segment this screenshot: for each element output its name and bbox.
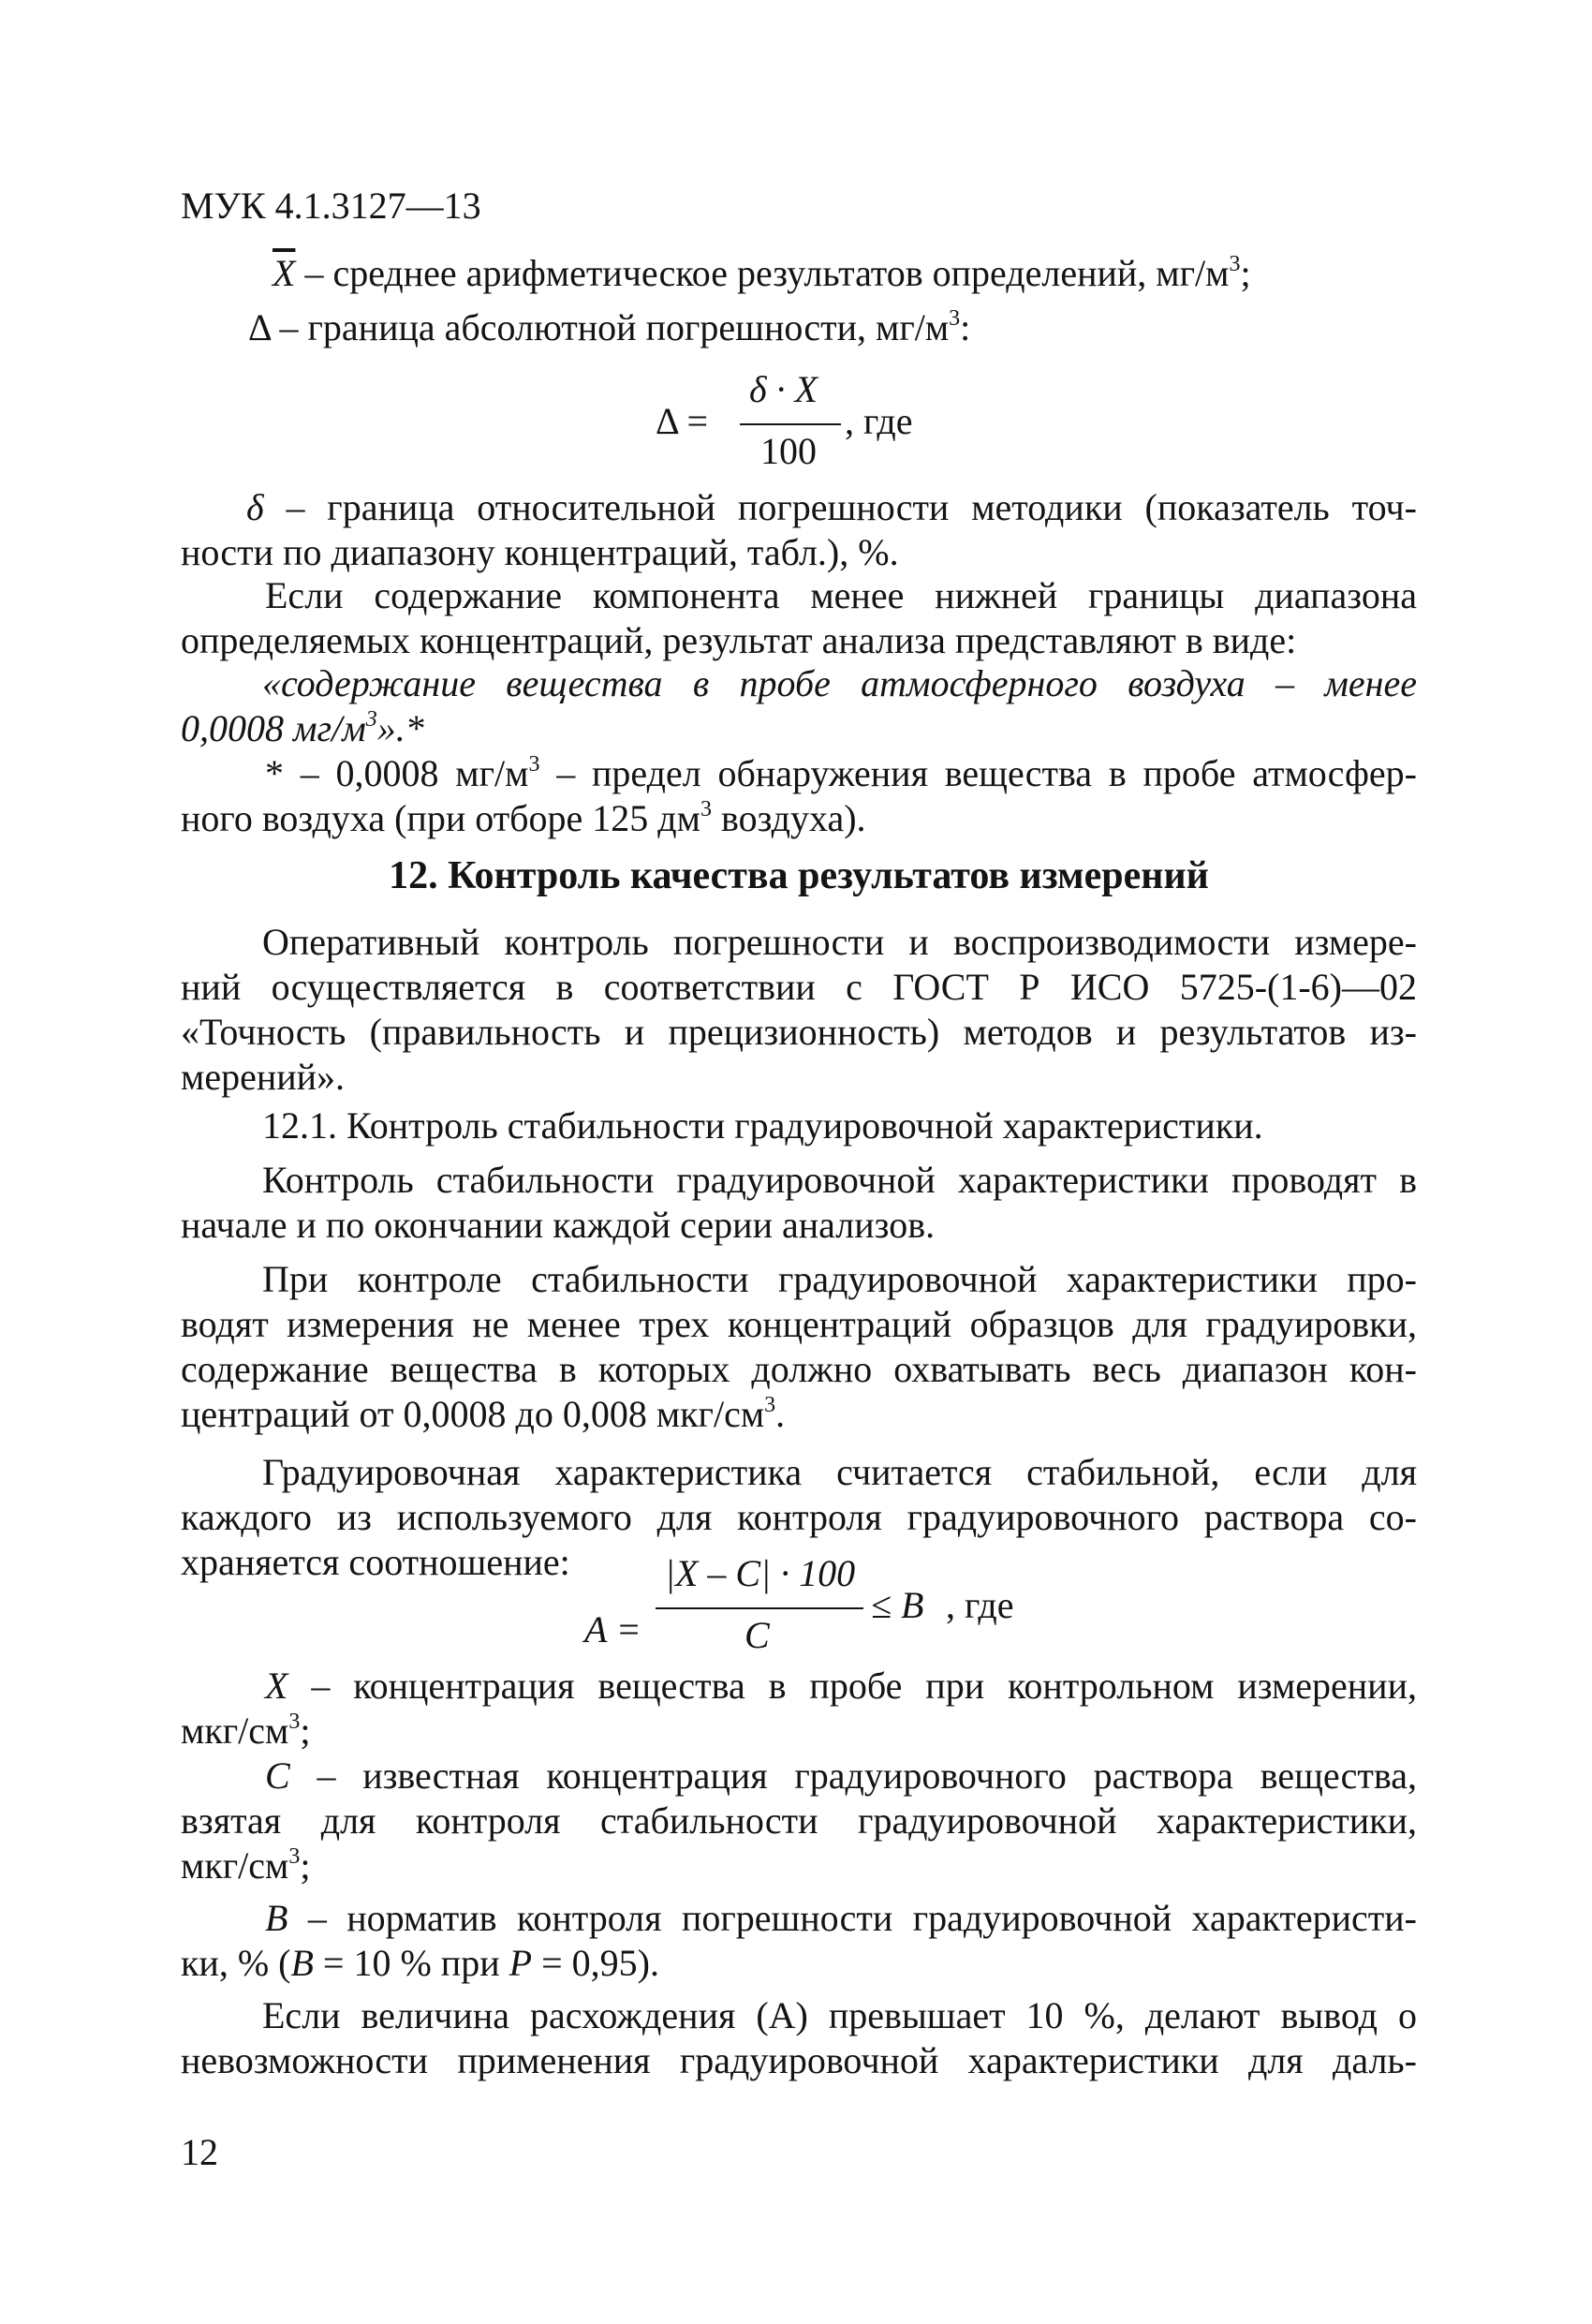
formula-delta-lhs: Δ =: [656, 400, 709, 442]
para-below-line3: «содержание вещества в пробе атмосферного воздуха – менее: [262, 662, 1417, 704]
document-header: МУК 4.1.3127—13: [181, 185, 481, 227]
subsection-12-1: 12.1. Контроль стабильности градуировочной характеристики.: [262, 1104, 1263, 1147]
para-grad-line1: Градуировочная характеристика считается стабильной, если для: [262, 1451, 1417, 1493]
para-control-line1: Оперативный контроль погрешности и воспроизводимости измере-: [262, 921, 1417, 963]
para-below-line2: определяемых концентраций, результат анализа представляют в виде:: [181, 619, 1297, 661]
para-meas-line1: При контроле стабильности градуировочной характеристики про-: [262, 1258, 1417, 1300]
fraction-bar: [740, 423, 841, 425]
def-c-line2: взятая для контроля стабильности градуировочной характеристики,: [181, 1799, 1417, 1842]
footnote-line2: ного воздуха (при отборе 125 $дм^3$ воздуха).: [181, 797, 866, 839]
para-stab-line2: начале и по окончании каждой серии анализов.: [181, 1204, 936, 1246]
def-c-unit: мкг/$см^3$;: [181, 1844, 311, 1887]
formula-a-numerator: |X – C| · 100: [665, 1552, 856, 1594]
para-last-line1: Если величина расхождения (А) превышает 10 %, делают вывод о: [262, 1994, 1417, 2036]
para-control-line3: «Точность (правильность и прецизионность) методов и результатов из-: [181, 1011, 1417, 1053]
def-delta-rel-line2: ности по диапазону концентраций, табл.), %.: [181, 531, 899, 573]
def-delta: Δ – граница абсолютной погрешности, $мг/м^3$:: [248, 306, 971, 348]
def-b: B – норматив контроля погрешности градуировочной характеристи-: [265, 1897, 1417, 1939]
def-b-line2: ки, % (B = 10 % при P = 0,95).: [181, 1942, 659, 1984]
para-below-line4: 0,0008 $мг/м^3».*$: [181, 707, 424, 749]
para-below-line1: Если содержание компонента менее нижней границы диапазона: [265, 574, 1417, 616]
formula-a-rhs: ≤ B: [871, 1584, 924, 1626]
formula-a-tail: , где: [946, 1584, 1014, 1626]
para-meas-line3: содержание вещества в которых должно охватывать весь диапазон кон-: [181, 1348, 1417, 1390]
def-xbar: $\overline{X}$ – среднее арифметическое результатов определений, $мг/м^3$;: [273, 252, 1251, 294]
formula-a-lhs: A =: [584, 1608, 641, 1650]
para-last-line2: невозможности применения градуировочной характеристики для даль-: [181, 2039, 1417, 2081]
def-delta-rel: δ – граница относительной погрешности методики (показатель точ-: [246, 486, 1417, 528]
fraction-bar: [656, 1607, 863, 1609]
para-grad-line2: каждого из используемого для контроля градуировочного раствора со-: [181, 1496, 1417, 1538]
def-x: X – концентрация вещества в пробе при контрольном измерении,: [265, 1665, 1417, 1707]
para-stab-line1: Контроль стабильности градуировочной характеристики проводят в: [262, 1159, 1417, 1201]
para-meas-line4: центраций от 0,0008 до 0,008 мкг/$см^3$.: [181, 1393, 786, 1435]
formula-a-denominator: C: [744, 1614, 770, 1656]
formula-delta-tail: , где: [845, 400, 913, 442]
formula-delta-numerator: δ · X: [749, 368, 818, 410]
page-number: 12: [181, 2131, 218, 2173]
section-title: 12. Контроль качества результатов измерений: [389, 854, 1209, 897]
para-control-line2: ний осуществляется в соответствии с ГОСТ Р ИСО 5725-(1-6)—02: [181, 966, 1417, 1008]
para-grad-line3: храняется соотношение:: [181, 1541, 570, 1583]
para-control-line4: мерений».: [181, 1056, 346, 1098]
formula-delta-denominator: 100: [760, 430, 817, 472]
def-c: C – известная концентрация градуировочного раствора вещества,: [265, 1754, 1417, 1797]
footnote-line1: * – 0,0008 $мг/м^3$ – предел обнаружения вещества в пробе атмосфер-: [265, 752, 1417, 794]
para-meas-line2: водят измерения не менее трех концентраций образцов для градуировки,: [181, 1303, 1417, 1345]
def-x-unit: мкг/$см^3$;: [181, 1710, 311, 1752]
